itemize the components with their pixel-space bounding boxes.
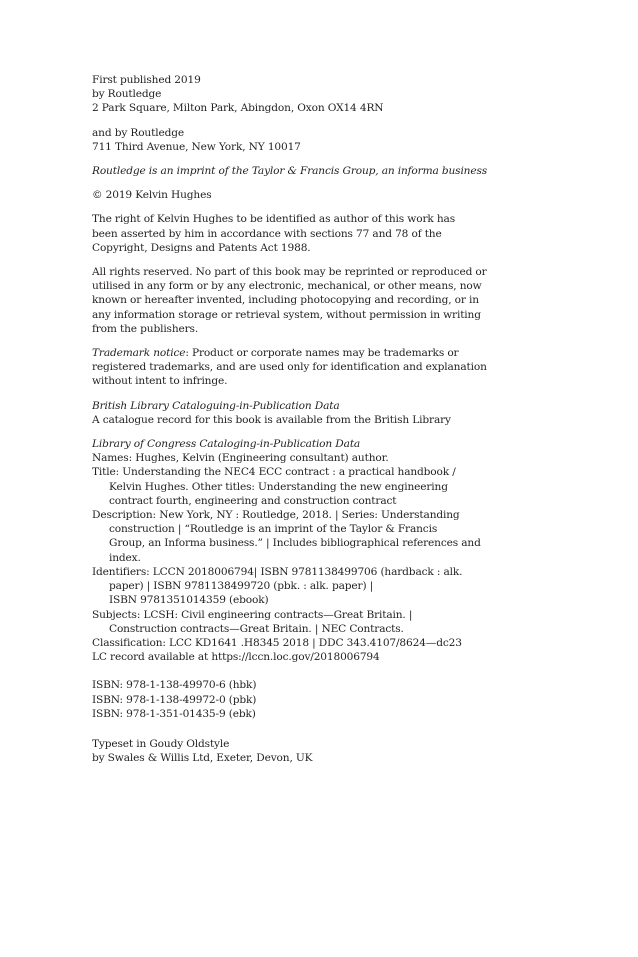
loc-entry-classification: Classification: LCC KD1641 .H8345 2018 | DDC 343.4107/8624—dc23: [92, 636, 462, 649]
loc-entry-record: LC record available at https://lccn.loc.gov/2018006794: [92, 651, 380, 664]
loc-entry-continuation: Construction contracts—Great Britain. | NEC Contracts.: [109, 622, 404, 635]
publisher-line: 2 Park Square, Milton Park, Abingdon, Oxon OX14 4RN: [92, 102, 384, 115]
moral-rights-line: Copyright, Designs and Patents Act 1988.: [92, 241, 311, 254]
loc-entry-continuation: Group, an Informa business.” | Includes bibliographical references and: [109, 537, 481, 550]
loc-heading: Library of Congress Cataloging-in-Publication Data: [92, 438, 361, 451]
loc-entry-identifiers: Identifiers: LCCN 2018006794| ISBN 9781138499706 (hardback : alk.: [92, 565, 463, 578]
isbn-line: ISBN: 978-1-351-01435-9 (ebk): [92, 707, 256, 720]
library-of-congress-block: [92, 437, 481, 664]
rights-reserved-line: known or hereafter invented, including photocopying and recording, or in: [92, 294, 479, 307]
rights-reserved-line: from the publishers.: [92, 322, 199, 335]
british-library-heading: British Library Cataloguing-in-Publication Data: [92, 399, 340, 412]
british-library-block: [92, 399, 452, 427]
moral-rights-line: The right of Kelvin Hughes to be identified as author of this work has: [92, 213, 455, 226]
rights-reserved-block: [92, 265, 487, 336]
loc-entry-continuation: ISBN 9781351014359 (ebook): [109, 594, 269, 607]
loc-entry-continuation: Kelvin Hughes. Other titles: Understanding the new engineering: [109, 480, 448, 493]
loc-entry-names: Names: Hughes, Kelvin (Engineering consultant) author.: [92, 452, 389, 465]
isbn-line: ISBN: 978-1-138-49972-0 (pbk): [92, 693, 257, 706]
loc-entry-subjects: Subjects: LCSH: Civil engineering contracts—Great Britain. |: [92, 608, 413, 621]
trademark-first-line-rest: : Product or corporate names may be trademarks or: [185, 347, 459, 360]
publisher-block: [92, 73, 452, 116]
typeset-line: by Swales & Willis Ltd, Exeter, Devon, UK: [92, 752, 313, 765]
loc-entry-continuation: contract fourth, engineering and construction contract: [109, 494, 397, 507]
trademark-line: without intent to infringe.: [92, 375, 228, 388]
loc-entry-continuation: paper) | ISBN 9781138499720 (pbk. : alk. paper) |: [109, 580, 374, 593]
us-publisher-line: 711 Third Avenue, New York, NY 10017: [92, 140, 301, 153]
loc-entry-continuation: index.: [109, 551, 141, 564]
trademark-block: [92, 346, 487, 389]
moral-rights-line: been asserted by him in accordance with sections 77 and 78 of the: [92, 227, 442, 240]
typeset-block: [92, 737, 452, 765]
imprint-note-block: [92, 164, 488, 178]
us-publisher-block: [92, 126, 452, 154]
isbn-line: ISBN: 978-1-138-49970-6 (hbk): [92, 679, 257, 692]
publisher-line: First published 2019: [92, 74, 201, 86]
loc-entry-title: Title: Understanding the NEC4 ECC contract : a practical handbook /: [92, 466, 456, 479]
copyright-content: [92, 73, 488, 775]
moral-rights-block: [92, 212, 455, 255]
typeset-line: Typeset in Goudy Oldstyle: [92, 737, 230, 750]
publisher-line: by Routledge: [92, 88, 162, 101]
us-publisher-line: and by Routledge: [92, 126, 184, 139]
copyright-line: © 2019 Kelvin Hughes: [92, 189, 212, 202]
loc-entry-description: Description: New York, NY : Routledge, 2018. | Series: Understanding: [92, 509, 460, 522]
isbn-block: [92, 678, 452, 721]
british-library-text: A catalogue record for this book is available from the British Library: [92, 413, 451, 426]
rights-reserved-line: All rights reserved. No part of this book may be reprinted or reproduced or: [92, 266, 487, 279]
rights-reserved-line: utilised in any form or by any electronic, mechanical, or other means, now: [92, 280, 482, 293]
trademark-first-line: [92, 346, 459, 360]
imprint-note: Routledge is an imprint of the Taylor & Francis Group, an informa business: [92, 165, 488, 178]
loc-entry-continuation: construction | “Routledge is an imprint of the Taylor & Francis: [109, 523, 438, 536]
trademark-line: registered trademarks, and are used only for identification and explanation: [92, 361, 487, 374]
rights-reserved-line: any information storage or retrieval system, without permission in writing: [92, 308, 481, 321]
trademark-label: Trademark notice: [92, 347, 186, 360]
copyright-block: [92, 188, 452, 202]
